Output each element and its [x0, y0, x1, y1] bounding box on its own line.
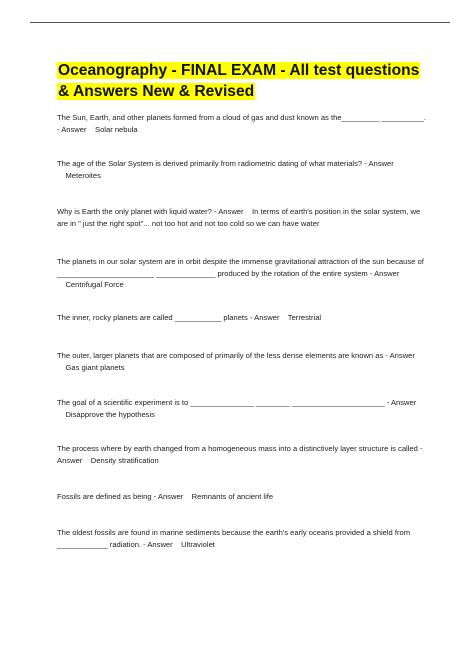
header-rule: [30, 22, 450, 23]
title-highlight: Oceanography - FINAL EXAM - All test questions & Answers New & Revised: [58, 62, 420, 100]
qa-item: [57, 312, 429, 324]
question-text: Fossils are defined as being - Answer: [57, 492, 184, 501]
question-text: The goal of a scientific experiment is to _______________ ________ ______________________ - Answer: [57, 398, 417, 407]
qa-item: [57, 206, 429, 229]
question-text: The process where by earth changed from a homogeneous mass into a distinctively layer structure is called - Answer: [57, 444, 423, 465]
question-text: The oldest fossils are found in marine sediments because the earth's early oceans provided a shield from ____________ radiation. - Answer: [57, 528, 411, 549]
qa-item: [57, 112, 429, 135]
answer-text: Gas giant planets: [65, 362, 125, 372]
answer-text: Disapprove the hypothesis: [65, 409, 155, 419]
question-text: The age of the Solar System is derived primarily from radiometric dating of what materials? - Answer: [57, 159, 394, 168]
qa-item: [57, 527, 429, 550]
answer-text: Ultraviolet: [181, 539, 215, 549]
qa-item: [57, 158, 429, 181]
question-text: The planets in our solar system are in orbit despite the immense gravitational attraction of the sun because of _______________________ ______________ produced by the rotation of the entire system - Answer: [57, 257, 424, 278]
answer-text: Terrestrial: [287, 313, 322, 322]
answer-text: In terms of earth's position in the solar system, we are in " just the right spot"... not too hot and not too cold so we can have water: [57, 207, 421, 228]
question-text: The inner, rocky planets are called ___________ planets - Answer: [57, 313, 280, 322]
document-title: [57, 60, 427, 102]
qa-item: [57, 350, 429, 373]
question-text: Why is Earth the only planet with liquid water? - Answer: [57, 207, 244, 216]
question-text: The outer, larger planets that are composed of primarily of the less dense elements are known as - Answer: [57, 351, 415, 360]
document-body: [57, 60, 427, 549]
answer-text: Meteroites: [65, 170, 101, 180]
qa-item: [57, 256, 429, 291]
answer-text: Remnants of ancient life: [191, 492, 274, 501]
qa-item: [57, 443, 429, 466]
answer-text: Centrifugal Force: [65, 280, 124, 289]
question-text: The Sun, Earth, and other planets formed from a cloud of gas and dust known as the_________ __________. - Answer: [57, 113, 426, 134]
qa-item: [57, 397, 429, 420]
answer-text: Density stratification: [90, 455, 159, 465]
qa-item: [57, 491, 429, 503]
answer-text: Solar nebula: [95, 124, 138, 134]
